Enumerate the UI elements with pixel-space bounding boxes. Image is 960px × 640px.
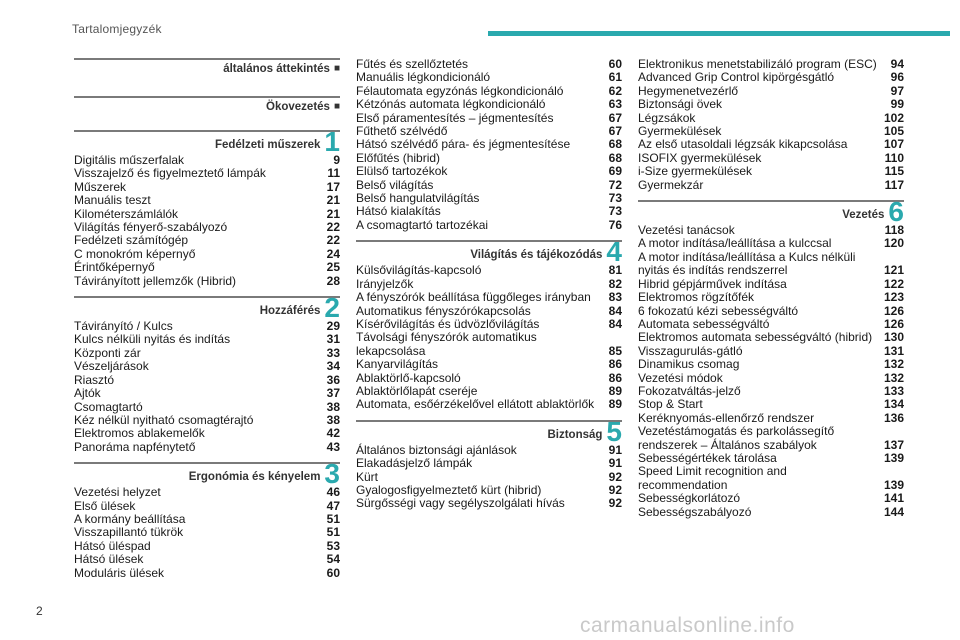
toc-entry-page: 51 <box>326 511 340 526</box>
toc-entry-title: Gyermekzár <box>638 177 704 192</box>
toc-entry[interactable] <box>356 192 622 205</box>
toc-entry-title: Gyalogosfigyelmeztető kürt (hibrid) <box>356 482 542 497</box>
square-bullet-icon: ■ <box>333 101 340 112</box>
toc-entry-page: 46 <box>326 485 340 500</box>
toc-entry-title: Ablaktörlő-kapcsoló <box>356 370 461 385</box>
toc-section <box>356 412 622 511</box>
toc-entry-page: 9 <box>333 153 340 167</box>
toc-entry-title: Dinamikus csomag <box>638 357 740 372</box>
toc-entry[interactable] <box>356 372 622 385</box>
toc-entry-title: Automata, esőérzékelővel ellátott ablaktörlők <box>356 397 595 412</box>
toc-entry-page: 83 <box>608 290 622 305</box>
toc-entry-page: 17 <box>326 179 340 194</box>
toc-entry-title: Kísérővilágítás és üdvözlővilágítás <box>356 316 540 331</box>
toc-entry-title: Sebességszabályozó <box>638 504 752 519</box>
section-title: Ergonómia és kényelem <box>188 471 321 484</box>
toc-entry[interactable] <box>638 318 904 331</box>
toc-entry-title: Hátsó kialakítás <box>356 204 441 219</box>
toc-entry-page: 68 <box>608 150 622 165</box>
toc-entry-title: Ablaktörlőlapát cseréje <box>356 383 478 398</box>
toc-entry[interactable] <box>638 98 904 111</box>
toc-entry-page: 141 <box>883 491 904 506</box>
section-title: Ökovezetés <box>266 101 330 113</box>
toc-entry-page: 92 <box>608 469 622 484</box>
toc-entry-title: Világítás fényerő-szabályozó <box>74 220 228 235</box>
section-number: 6 <box>888 196 904 228</box>
toc-entry-title: Műszerek <box>74 179 127 194</box>
toc-entry-title: Vészeljárások <box>74 359 149 374</box>
toc-entry[interactable] <box>638 85 904 98</box>
toc-entry-title: Külsővilágítás-kapcsoló <box>356 263 482 278</box>
toc-entry-title: Visszajelző és figyelmeztető lámpák <box>74 166 266 181</box>
toc-entry-page: 60 <box>326 565 340 580</box>
section-title: Vezetés <box>842 209 885 222</box>
toc-entry[interactable] <box>74 441 340 454</box>
toc-entry[interactable] <box>638 112 904 125</box>
toc-entry[interactable] <box>356 125 622 138</box>
toc-entry-title: Hibrid gépjárművek indítása <box>638 276 787 291</box>
toc-entry[interactable] <box>638 385 904 398</box>
toc-entry[interactable] <box>638 278 904 291</box>
toc-entry[interactable] <box>74 154 340 167</box>
toc-entry[interactable] <box>356 165 622 178</box>
toc-entry-page: 97 <box>890 83 904 98</box>
toc-entry[interactable] <box>74 347 340 360</box>
watermark: carmanualsonline.info <box>580 614 795 637</box>
toc-entry-title: A kormány beállítása <box>74 511 186 526</box>
toc-section <box>356 232 622 411</box>
toc-entry-page: 130 <box>883 330 904 345</box>
toc-entry[interactable] <box>74 234 340 247</box>
toc-entry-title: Elektromos ablakemelők <box>74 426 205 441</box>
toc-entry-page: 34 <box>326 359 340 374</box>
toc-entry-title: Általános biztonsági ajánlások <box>356 442 517 457</box>
section-number: 4 <box>606 236 622 268</box>
toc-entry-page: 73 <box>608 191 622 206</box>
toc-entry-title: Előfűtés (hibrid) <box>356 150 441 165</box>
toc-entry-title: Vezetési helyzet <box>74 485 161 500</box>
toc-entry-title: Távirányított jellemzők (Hibrid) <box>74 273 237 288</box>
toc-entry[interactable] <box>74 181 340 194</box>
section-heading <box>356 236 622 268</box>
toc-entry-page: 29 <box>326 319 340 334</box>
toc-entry-title: Kürt <box>356 469 379 484</box>
toc-entry-title: ISOFIX gyermekülések <box>638 150 762 165</box>
toc-entry-page: 134 <box>883 397 904 412</box>
toc-entry-page: 43 <box>326 439 340 454</box>
toc-entry-page: 21 <box>326 193 340 208</box>
toc-entry-title: Fűtés és szellőztetés <box>356 57 469 71</box>
toc-entry-title: Riasztó <box>74 372 115 387</box>
toc-entry[interactable] <box>638 138 904 151</box>
toc-entry-page: 51 <box>326 525 340 540</box>
toc-entry-title: Belső világítás <box>356 177 434 192</box>
toc-entry[interactable] <box>638 372 904 385</box>
toc-entry[interactable] <box>74 387 340 400</box>
toc-entry[interactable] <box>356 305 622 318</box>
toc-entry[interactable] <box>356 58 622 71</box>
toc-entry-title: Stop & Start <box>638 397 703 412</box>
toc-entry-title: Hátsó üléspad <box>74 538 151 553</box>
toc-entry-title: Speed Limit recognition and recommendation <box>638 464 787 492</box>
toc-entry-title: Keréknyomás-ellenőrző rendszer <box>638 410 815 425</box>
toc-entry-page: 22 <box>326 220 340 235</box>
toc-entry-page: 92 <box>608 496 622 511</box>
toc-entry[interactable] <box>74 513 340 526</box>
toc-entry[interactable] <box>638 331 904 344</box>
toc-entry[interactable] <box>74 320 340 333</box>
toc-entry-page: 133 <box>883 383 904 398</box>
toc-entry[interactable] <box>74 401 340 414</box>
toc-entry-page: 89 <box>608 397 622 412</box>
toc-entry-page: 60 <box>608 57 622 71</box>
toc-section <box>638 192 904 519</box>
toc-entry-page: 84 <box>608 316 622 331</box>
toc-entry-title: Ajtók <box>74 386 101 401</box>
toc-entry-page: 31 <box>326 332 340 347</box>
toc-entry-title: Elektromos automata sebességváltó (hibrid) <box>638 330 873 345</box>
section-number: 3 <box>324 458 340 490</box>
toc-entry[interactable] <box>638 237 904 250</box>
toc-section <box>356 58 622 232</box>
toc-entry[interactable] <box>356 484 622 497</box>
toc-entry-page: 47 <box>326 498 340 513</box>
section-title: általános áttekintés <box>223 63 330 75</box>
toc-entry-page: 126 <box>883 303 904 318</box>
toc-column-2 <box>356 58 622 511</box>
toc-entry[interactable] <box>638 452 904 465</box>
toc-entry[interactable] <box>74 360 340 373</box>
toc-entry[interactable] <box>638 224 904 237</box>
toc-entry[interactable] <box>356 205 622 218</box>
toc-entry-title: Advanced Grip Control kipörgésgátló <box>638 70 835 85</box>
toc-entry-page: 63 <box>608 97 622 112</box>
toc-section <box>74 288 340 454</box>
toc-entry[interactable] <box>74 167 340 180</box>
toc-entry-page: 107 <box>883 137 904 152</box>
toc-entry[interactable] <box>74 221 340 234</box>
toc-entry-title: Távirányító / Kulcs <box>74 319 173 334</box>
toc-entry[interactable] <box>356 112 622 125</box>
toc-entry-title: Elektronikus menetstabilizáló program (ESC) <box>638 57 877 71</box>
toc-entry-title: Sürgősségi vagy segélyszolgálati hívás <box>356 496 565 511</box>
toc-entry[interactable] <box>356 179 622 192</box>
toc-entry-title: Központi zár <box>74 345 141 360</box>
toc-entry[interactable] <box>74 194 340 207</box>
toc-entry-title: Kéz nélkül nyitható csomagtérajtó <box>74 412 254 427</box>
toc-column-1 <box>74 58 340 580</box>
toc-entry-page: 33 <box>326 345 340 360</box>
section-number: 5 <box>606 415 622 447</box>
toc-entry-page: 122 <box>883 276 904 291</box>
section-heading <box>74 292 340 324</box>
toc-entry-page: 132 <box>883 357 904 372</box>
toc-entry[interactable] <box>356 152 622 165</box>
toc-entry-page: 42 <box>326 426 340 441</box>
toc-entry[interactable] <box>638 358 904 371</box>
toc-entry-title: Sebességkorlátozó <box>638 491 741 506</box>
toc-entry-title: Hátsó szélvédő pára- és jégmentesítése <box>356 137 571 152</box>
toc-entry-page: 61 <box>608 70 622 85</box>
toc-entry[interactable] <box>356 318 622 331</box>
toc-entry-title: Vezetéstámogatás és parkolássegítő rendszerek – Általános szabályok <box>638 424 835 452</box>
toc-entry[interactable] <box>356 497 622 510</box>
toc-section <box>74 84 340 116</box>
toc-entry-page: 131 <box>883 343 904 358</box>
toc-section <box>74 454 340 580</box>
toc-entry-page: 22 <box>326 233 340 248</box>
section-title: Hozzáférés <box>259 305 321 318</box>
toc-entry-page: 38 <box>326 412 340 427</box>
toc-entry-page: 11 <box>327 166 340 181</box>
toc-entry-title: 6 fokozatú kézi sebességváltó <box>638 303 799 318</box>
toc-entry[interactable] <box>638 345 904 358</box>
toc-entry[interactable] <box>638 125 904 138</box>
toc-entry-title: Manuális légkondicionáló <box>356 70 491 85</box>
toc-entry-title: Visszagurulás-gátló <box>638 343 743 358</box>
page-number: 2 <box>36 604 43 618</box>
section-title: Világítás és tájékozódás <box>470 249 603 262</box>
toc-entry-title: Vezetési módok <box>638 370 723 385</box>
header-accent-bar <box>488 31 950 36</box>
toc-entry[interactable] <box>356 291 622 304</box>
toc-entry-title: Elakadásjelző lámpák <box>356 456 473 471</box>
toc-entry[interactable] <box>356 98 622 111</box>
toc-entry-page: 38 <box>326 399 340 414</box>
toc-entry-title: A motor indítása/leállítása a Kulcs nélküli nyitás és indítás rendszerrel <box>638 249 856 278</box>
section-heading <box>356 415 622 447</box>
toc-entry-title: i-Size gyermekülések <box>638 164 753 179</box>
toc-entry[interactable] <box>638 398 904 411</box>
toc-entry-page: 121 <box>883 263 904 278</box>
toc-entry-page: 81 <box>608 263 622 278</box>
toc-entry-title: Első páramentesítés – jégmentesítés <box>356 110 554 125</box>
toc-entry-title: Csomagtartó <box>74 399 143 414</box>
toc-entry-title: Panoráma napfénytető <box>74 439 196 454</box>
toc-entry-page: 110 <box>884 150 904 165</box>
section-number: 2 <box>324 292 340 324</box>
toc-entry-title: Hegymenetvezérlő <box>638 83 739 98</box>
toc-entry-page: 86 <box>608 357 622 372</box>
toc-entry-title: Az első utasoldali légzsák kikapcsolása <box>638 137 848 152</box>
toc-entry-page: 126 <box>883 316 904 331</box>
toc-entry[interactable] <box>356 457 622 470</box>
toc-entry[interactable] <box>638 305 904 318</box>
toc-entry[interactable] <box>638 465 904 492</box>
toc-entry-page: 53 <box>326 538 340 553</box>
toc-entry-page: 67 <box>608 110 622 125</box>
toc-section <box>638 58 904 192</box>
section-heading <box>74 126 340 157</box>
toc-entry[interactable] <box>356 278 622 291</box>
toc-entry-page: 24 <box>326 246 340 261</box>
section-number: 1 <box>324 126 340 157</box>
toc-entry-page: 137 <box>883 437 904 452</box>
toc-entry-page: 94 <box>890 57 904 71</box>
square-bullet-icon: ■ <box>333 63 340 74</box>
toc-entry-title: Fedélzeti számítógép <box>74 233 189 248</box>
toc-entry-page: 89 <box>608 383 622 398</box>
toc-entry-page: 67 <box>608 124 622 139</box>
toc-entry-title: Légzsákok <box>638 110 696 125</box>
toc-entry[interactable] <box>356 398 622 411</box>
toc-entry-title: Automatikus fényszórókapcsolás <box>356 303 531 318</box>
toc-entry[interactable] <box>356 264 622 277</box>
toc-entry[interactable] <box>638 291 904 304</box>
toc-entry-title: Fokozatváltás-jelző <box>638 383 741 398</box>
toc-entry[interactable] <box>638 492 904 505</box>
toc-entry-page: 62 <box>608 83 622 98</box>
toc-entry[interactable] <box>638 58 904 71</box>
toc-entry-page: 36 <box>326 372 340 387</box>
toc-entry-page: 73 <box>608 204 622 219</box>
toc-entry-title: Kétzónás automata légkondicionáló <box>356 97 546 112</box>
toc-entry[interactable] <box>638 506 904 519</box>
toc-entry[interactable] <box>356 138 622 151</box>
toc-entry[interactable] <box>356 444 622 457</box>
toc-entry[interactable] <box>638 251 904 278</box>
toc-entry[interactable] <box>74 261 340 274</box>
toc-entry[interactable] <box>74 333 340 346</box>
toc-entry-title: Visszapillantó tükrök <box>74 525 184 540</box>
toc-entry[interactable] <box>356 385 622 398</box>
toc-entry[interactable] <box>638 165 904 178</box>
section-title: Fedélzeti műszerek <box>214 139 321 151</box>
toc-entry[interactable] <box>638 71 904 84</box>
toc-entry-title: Digitális műszerfalak <box>74 153 185 167</box>
toc-entry-title: Kulcs nélküli nyitás és indítás <box>74 332 231 347</box>
toc-entry[interactable] <box>638 412 904 425</box>
toc-entry-page: 118 <box>884 223 904 238</box>
toc-entry[interactable] <box>74 526 340 539</box>
toc-entry[interactable] <box>356 358 622 371</box>
toc-entry[interactable] <box>356 219 622 232</box>
toc-entry-title: Irányjelzők <box>356 276 414 291</box>
toc-entry-title: Vezetési tanácsok <box>638 223 735 238</box>
toc-entry[interactable] <box>74 486 340 499</box>
toc-entry-title: A fényszórók beállítása függőleges irányban <box>356 290 591 305</box>
toc-entry-title: Moduláris ülések <box>74 565 165 580</box>
toc-entry-page: 96 <box>890 70 904 85</box>
toc-entry-page: 54 <box>326 552 340 567</box>
toc-entry-page: 139 <box>883 477 904 492</box>
toc-entry-title: Félautomata egyzónás légkondicionáló <box>356 83 564 98</box>
section-heading <box>74 458 340 490</box>
toc-entry-page: 84 <box>608 303 622 318</box>
toc-entry-title: Távolsági fényszórók automatikus lekapcsolása <box>356 330 537 358</box>
toc-entry[interactable] <box>638 425 904 452</box>
toc-entry-page: 85 <box>608 343 622 358</box>
toc-entry-page: 136 <box>883 410 904 425</box>
toc-entry[interactable] <box>356 71 622 84</box>
toc-entry-title: Érintőképernyő <box>74 260 155 275</box>
page-header-title: Tartalomjegyzék <box>72 22 162 36</box>
toc-entry-page: 86 <box>608 370 622 385</box>
toc-entry-title: Belső hangulatvilágítás <box>356 191 480 206</box>
toc-entry-page: 105 <box>883 124 904 139</box>
toc-entry-title: Első ülések <box>74 498 136 513</box>
toc-entry-title: Elülső tartozékok <box>356 164 448 179</box>
toc-entry-page: 72 <box>608 177 622 192</box>
toc-entry-title: Kanyarvilágítás <box>356 357 439 372</box>
toc-entry-page: 120 <box>883 236 904 251</box>
toc-entry-title: A csomagtartó tartozékai <box>356 217 489 232</box>
toc-entry-page: 115 <box>884 164 904 179</box>
toc-entry[interactable] <box>638 179 904 192</box>
toc-entry-page: 91 <box>608 442 622 457</box>
toc-entry-page: 37 <box>326 386 340 401</box>
toc-entry-title: Automata sebességváltó <box>638 316 770 331</box>
toc-section <box>74 122 340 288</box>
toc-entry-page: 92 <box>608 482 622 497</box>
toc-entry-title: Kilométerszámlálók <box>74 206 179 221</box>
toc-entry-page: 25 <box>326 260 340 275</box>
toc-entry[interactable] <box>74 427 340 440</box>
toc-entry[interactable] <box>74 500 340 513</box>
toc-entry-page: 68 <box>608 137 622 152</box>
toc-entry-page: 123 <box>883 290 904 305</box>
toc-entry-page: 76 <box>608 217 622 232</box>
toc-entry-page: 69 <box>608 164 622 179</box>
toc-entry[interactable] <box>356 331 622 358</box>
toc-entry[interactable] <box>74 208 340 221</box>
toc-entry-title: Manuális teszt <box>74 193 151 208</box>
toc-entry[interactable] <box>74 567 340 580</box>
section-title: Biztonság <box>547 428 603 441</box>
toc-entry[interactable] <box>638 152 904 165</box>
toc-entry[interactable] <box>356 85 622 98</box>
toc-entry-page: 117 <box>884 177 904 192</box>
toc-entry-title: Biztonsági övek <box>638 97 723 112</box>
toc-entry[interactable] <box>74 414 340 427</box>
toc-entry-title: Hátsó ülések <box>74 552 144 567</box>
section-heading <box>638 196 904 228</box>
toc-entry-title: Gyermekülések <box>638 124 722 139</box>
toc-entry-page: 99 <box>890 97 904 112</box>
toc-entry-title: Elektromos rögzítőfék <box>638 290 755 305</box>
toc-entry-page: 132 <box>883 370 904 385</box>
toc-entry-page: 21 <box>326 206 340 221</box>
section-heading <box>74 60 340 78</box>
toc-entry-title: Sebességértékek tárolása <box>638 450 777 465</box>
toc-entry[interactable] <box>74 553 340 566</box>
toc-entry-page: 91 <box>608 456 622 471</box>
toc-column-3 <box>638 58 904 519</box>
toc-entry[interactable] <box>356 471 622 484</box>
toc-entry-page: 144 <box>883 504 904 519</box>
toc-entry-page: 28 <box>326 273 340 288</box>
toc-section <box>74 58 340 78</box>
toc-entry[interactable] <box>74 374 340 387</box>
toc-entry-page: 82 <box>608 276 622 291</box>
toc-entry-page: 102 <box>883 110 904 125</box>
toc-entry-title: C monokróm képernyő <box>74 246 196 261</box>
toc-entry-page: 139 <box>883 450 904 465</box>
toc-entry-title: Fűthető szélvédő <box>356 124 448 139</box>
toc-entry[interactable] <box>74 275 340 288</box>
toc-entry-title: A motor indítása/leállítása a kulccsal <box>638 236 832 251</box>
section-heading <box>74 98 340 116</box>
toc-entry[interactable] <box>74 540 340 553</box>
